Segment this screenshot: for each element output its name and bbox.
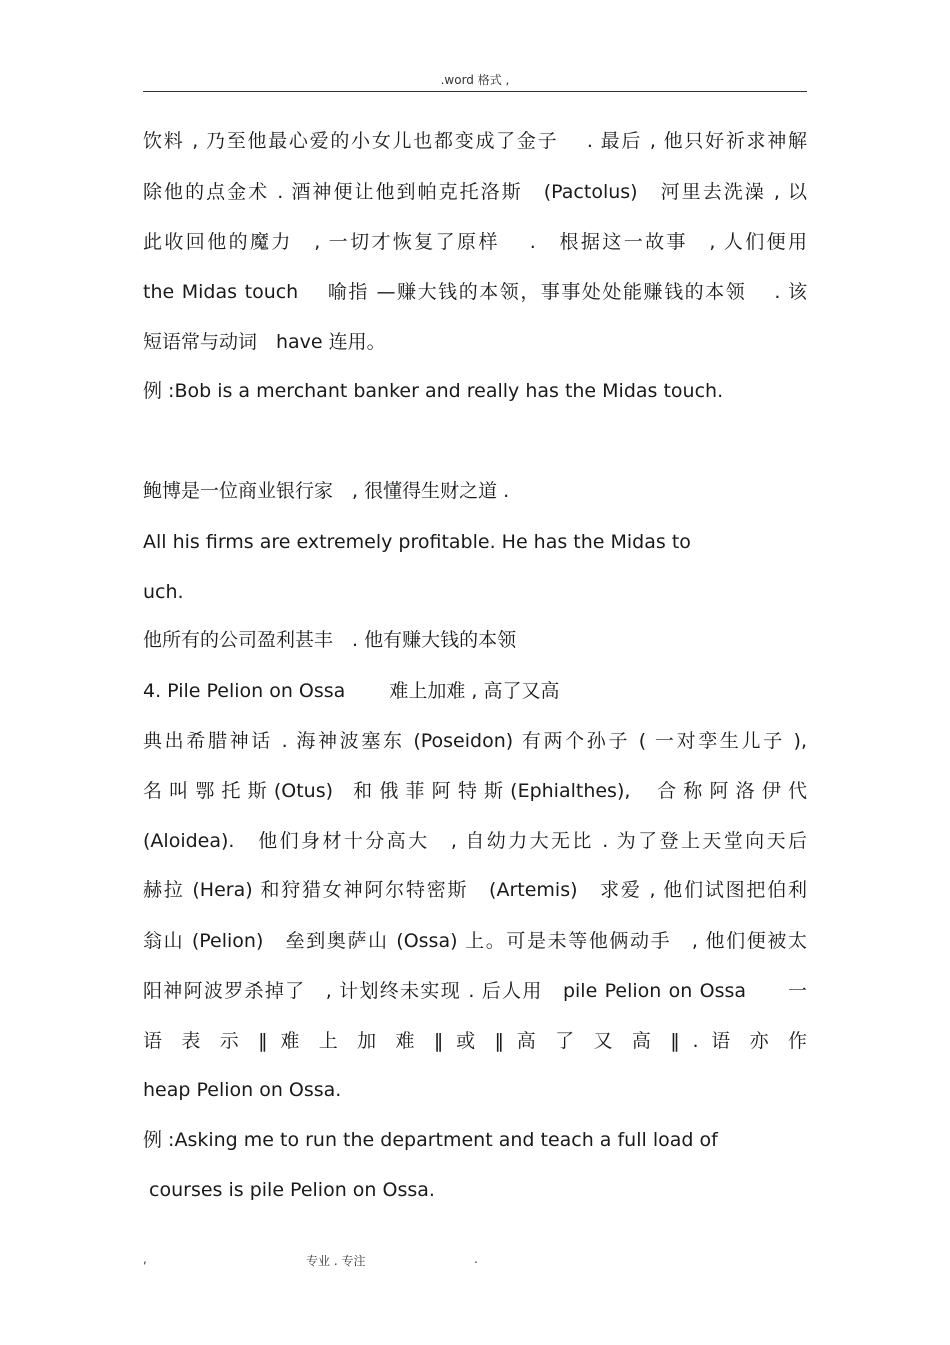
body-line: heap Pelion on Ossa. xyxy=(143,1079,342,1101)
body-line: 语 表 示 ‖ 难 上 加 难 ‖ 或 ‖ 高 了 又 高 ‖ . 语 亦 作 xyxy=(143,1030,807,1052)
footer-left: , xyxy=(143,1252,147,1266)
body-line: 除他的点金术 . 酒神便让他到帕克托洛斯 (Pactolus) 河里去洗澡 , 以 xyxy=(143,181,807,203)
body-line: 短语常与动词 have 连用。 xyxy=(143,331,386,353)
footer-center: 专业 . 专注 xyxy=(306,1254,366,1268)
body-line: 翁山 (Pelion) 垒到奥萨山 (Ossa) 上。可是未等他俩动手 , 他们便被太 xyxy=(143,930,807,952)
section-heading: 4. Pile Pelion on Ossa 难上加难 , 高了又高 xyxy=(143,680,560,702)
example-line: 例 :Bob is a merchant banker and really has the Midas touch. xyxy=(143,380,724,402)
translation-line: 鲍博是一位商业银行家 , 很懂得生财之道 . xyxy=(143,480,510,502)
body-line: 此收回他的魔力 , 一切才恢复了原样 . 根据这一故事 , 人们便用 xyxy=(143,231,807,253)
example-line: uch. xyxy=(143,581,184,603)
header-divider xyxy=(143,91,807,92)
translation-line: 他所有的公司盈利甚丰 . 他有赚大钱的本领 xyxy=(143,629,517,651)
body-line: 赫拉 (Hera) 和狩猎女神阿尔特密斯 (Artemis) 求爱 , 他们试图把伯利 xyxy=(143,879,807,901)
footer-right: . xyxy=(474,1252,478,1266)
body-line: 名 叫 鄂 托 斯 (Otus) 和 俄 菲 阿 特 斯 (Ephialthes), 合 称 阿 洛 伊 代 xyxy=(143,780,807,802)
body-line: 典出希腊神话 . 海神波塞东 (Poseidon) 有两个孙子 ( 一对孪生儿子 ), xyxy=(143,730,807,752)
example-line: 例 :Asking me to run the department and teach a full load of xyxy=(143,1129,718,1151)
body-line: (Aloidea). 他们身材十分高大 , 自幼力大无比 . 为了登上天堂向天后 xyxy=(143,830,807,852)
example-line: courses is pile Pelion on Ossa. xyxy=(143,1179,435,1201)
page-header: .word 格式 , xyxy=(440,73,510,87)
body-line: 饮料 , 乃至他最心爱的小女儿也都变成了金子 . 最后 , 他只好祈求神解 xyxy=(143,130,807,152)
body-line: the Midas touch 喻指 —赚大钱的本领，事事处处能赚钱的本领 . 该 xyxy=(143,281,807,303)
body-line: 阳神阿波罗杀掉了 , 计划终未实现 . 后人用 pile Pelion on Ossa 一 xyxy=(143,980,807,1002)
example-line: All his firms are extremely profitable. He has the Midas to xyxy=(143,531,691,553)
